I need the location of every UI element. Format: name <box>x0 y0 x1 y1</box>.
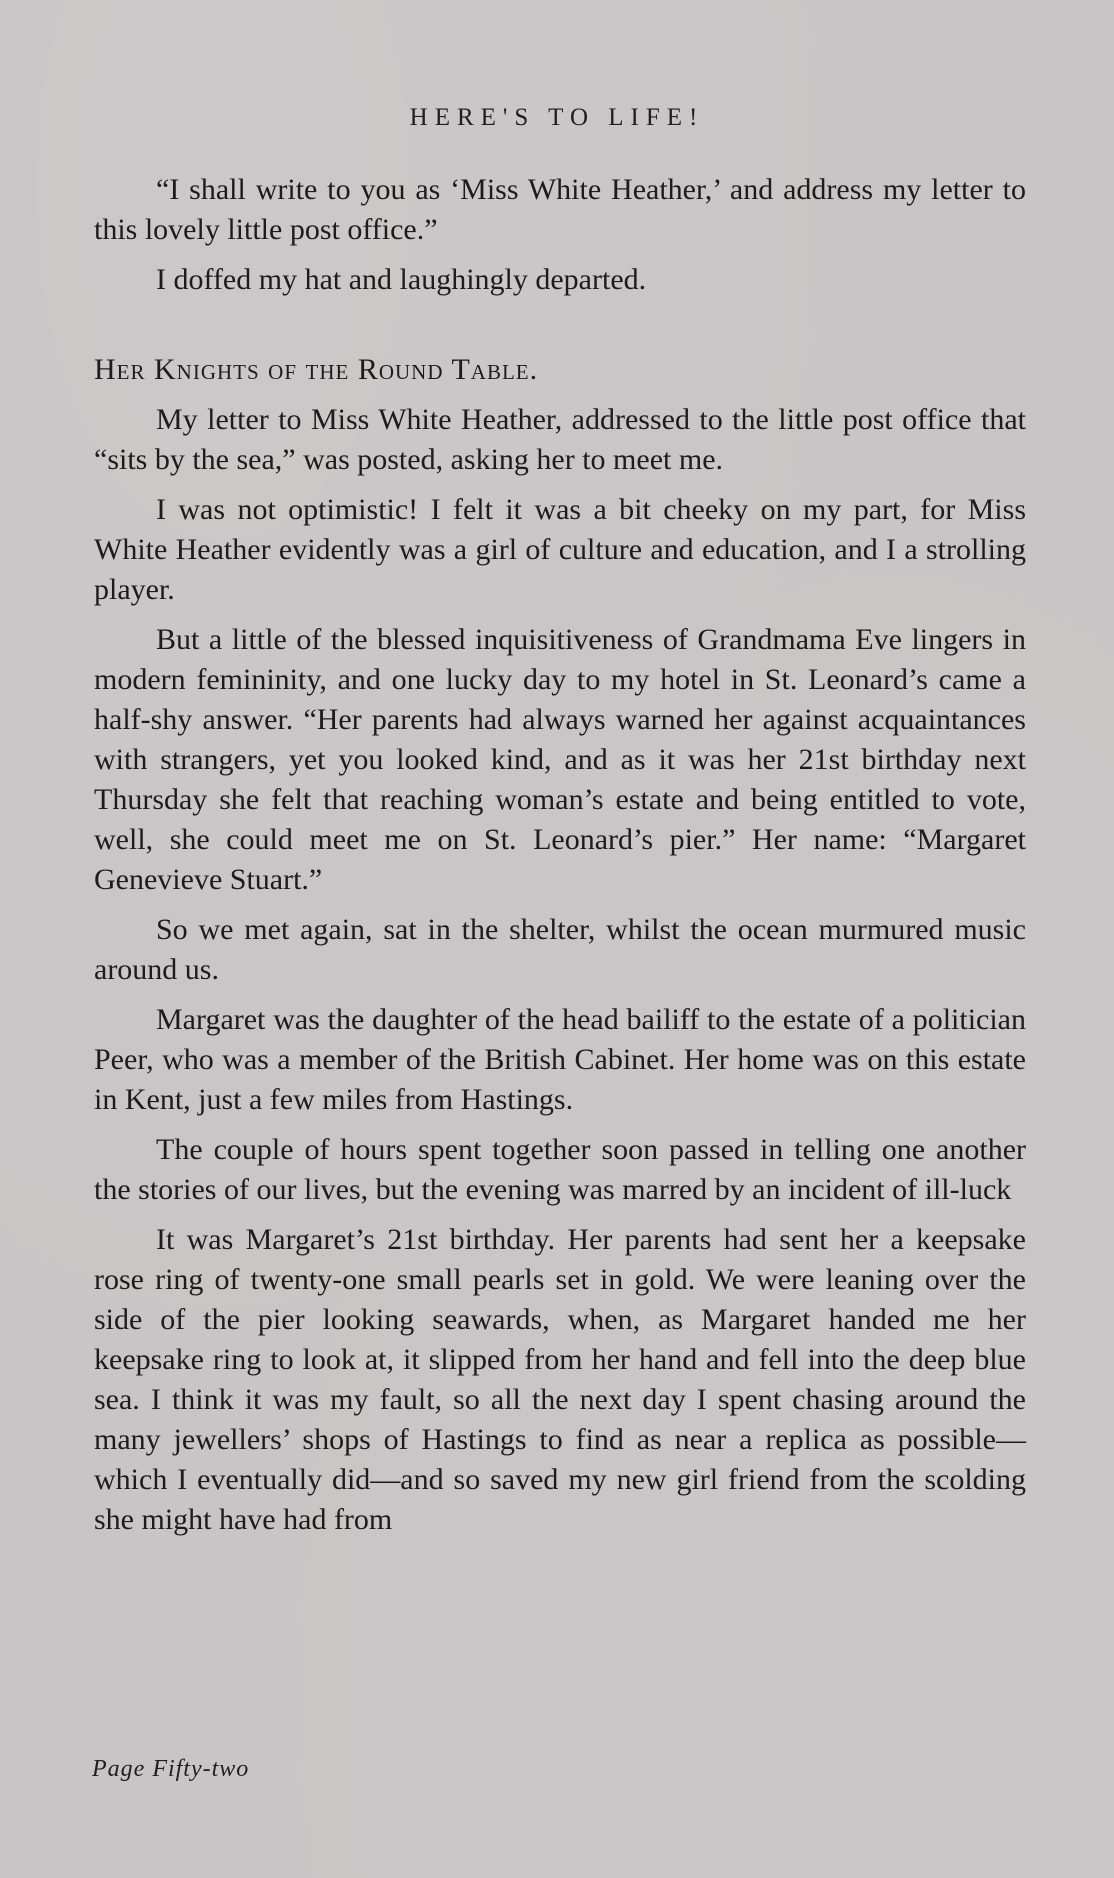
paragraph: I was not optimistic! I felt it was a bit cheeky on my part, for Miss White Heather evidently was a girl of culture and education, and I a strolling player. <box>94 493 1026 606</box>
paragraph: Margaret was the daughter of the head bailiff to the estate of a politician Peer, who was a member of the British Cabinet. Her home was on this estate in Kent, just a few miles from Hastings. <box>94 1003 1026 1116</box>
paragraph: So we met again, sat in the shelter, whilst the ocean murmured music around us. <box>94 913 1026 986</box>
section-heading: Her Knights of the Round Table. <box>94 353 539 386</box>
paragraph: But a little of the blessed inquisitiveness of Grandmama Eve lingers in modern femininity, and one lucky day to my hotel in St. Leonard’s came a half-shy answer. “Her parents had always warned her against acquaintances with strangers, yet you looked kind, and as it was her 21st birthday next Thursday she felt that reaching woman’s estate and being entitled to vote, well, she could meet me on St. Leonard’s pier.” Her name: “Margaret Genevieve Stuart.” <box>94 623 1026 896</box>
page-body <box>94 170 1026 1550</box>
paragraph: I doffed my hat and laughingly departed. <box>156 263 647 296</box>
paragraph: “I shall write to you as ‘Miss White Heather,’ and address my letter to this lovely little post office.” <box>94 173 1026 246</box>
page-number: Page Fifty-two <box>92 1756 250 1782</box>
paragraph: The couple of hours spent together soon passed in telling one another the stories of our lives, but the evening was marred by an incident of ill-luck <box>94 1133 1026 1206</box>
running-head: HERE'S TO LIFE! <box>409 104 705 131</box>
paragraph: It was Margaret’s 21st birthday. Her parents had sent her a keepsake rose ring of twenty-one small pearls set in gold. We were leaning over the side of the pier looking seawards, when, as Margaret handed me her keepsake ring to look at, it slipped from her hand and fell into the deep blue sea. I think it was my fault, so all the next day I spent chasing around the many jewellers’ shops of Hastings to find as near a replica as possible—which I eventually did—and so saved my new girl friend from the scolding she might have had from <box>94 1223 1026 1536</box>
paragraph: My letter to Miss White Heather, addressed to the little post office that “sits by the sea,” was posted, asking her to meet me. <box>94 403 1026 476</box>
